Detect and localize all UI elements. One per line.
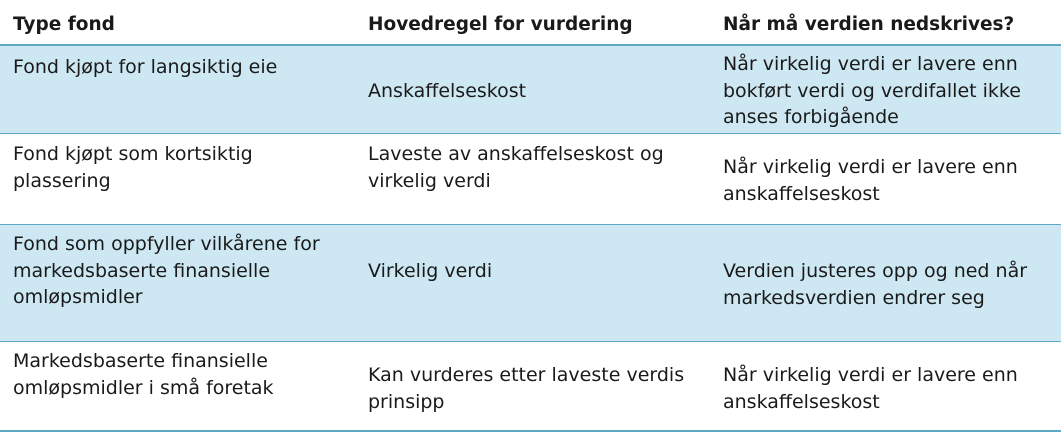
cell-nedskrivning: Når virkelig verdi er lavere enn anskaffelseskost — [723, 156, 1018, 205]
table-row — [0, 225, 1061, 342]
header-type-fond: Type fond — [13, 14, 115, 35]
cell-hovedregel: Laveste av anskaffelseskost og virkelig verdi — [368, 143, 664, 192]
cell-nedskrivning: Når virkelig verdi er lavere enn bokført verdi og verdifallet ikke anses forbigående — [723, 53, 1021, 128]
table-header — [0, 0, 1061, 46]
header-nedskrivning: Når må verdien nedskrives? — [723, 14, 1015, 35]
cell-type-fond: Fond kjøpt som kortsiktig plassering — [13, 143, 253, 192]
cell-hovedregel: Anskaffelseskost — [368, 80, 527, 102]
cell-nedskrivning: Verdien justeres opp og ned når markedsverdien endrer seg — [723, 260, 1028, 309]
cell-type-fond: Fond kjøpt for langsiktig eie — [13, 56, 278, 78]
cell-type-fond: Markedsbaserte finansielle omløpsmidler i små foretak — [13, 350, 274, 399]
header-hovedregel: Hovedregel for vurdering — [368, 14, 633, 35]
table-row — [0, 46, 1061, 134]
table-row — [0, 342, 1061, 432]
table-row — [0, 134, 1061, 225]
cell-type-fond: Fond som oppfyller vilkårene for markedsbaserte finansielle omløpsmidler — [13, 233, 320, 308]
cell-hovedregel: Virkelig verdi — [368, 260, 493, 282]
cell-hovedregel: Kan vurderes etter laveste verdis prinsipp — [368, 364, 685, 413]
cell-nedskrivning: Når virkelig verdi er lavere enn anskaffelseskost — [723, 364, 1018, 413]
